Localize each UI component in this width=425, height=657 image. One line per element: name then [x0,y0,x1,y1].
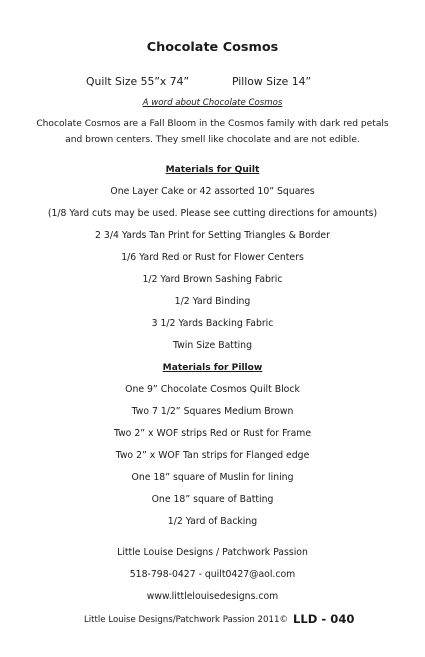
page-title: Chocolate Cosmos [146,40,279,55]
pillow-material-item: Two 2” x WOF Tan strips for Flanged edge [115,450,310,461]
quilt-material-item: (1/8 Yard cuts may be used. Please see cutting directions for amounts) [47,208,378,219]
quilt-material-item: One Layer Cake or 42 assorted 10” Squares [110,186,315,197]
quilt-material-item: 1/2 Yard Binding [174,296,251,307]
pillow-size: Pillow Size 14” [232,75,312,88]
quilt-material-item: 1/6 Yard Red or Rust for Flower Centers [121,252,304,263]
pillow-material-item: One 9” Chocolate Cosmos Quilt Block [125,384,300,395]
quilt-material-item: 3 1/2 Yards Backing Fabric [151,318,274,329]
materials-quilt-heading: Materials for Quilt [165,165,260,175]
pillow-material-item: 1/2 Yard of Backing [167,516,258,527]
word-about-heading: A word about Chocolate Cosmos [142,98,283,108]
footer-copyright: Little Louise Designs/Patchwork Passion 2011© [84,615,289,625]
contact-phone-email: 518-798-0427 - quilt0427@aol.com [129,569,296,580]
quilt-size: Quilt Size 55”x 74” [86,75,190,88]
pillow-material-item: One 18” square of Muslin for lining [131,472,294,483]
quilt-material-item: 1/2 Yard Brown Sashing Fabric [142,274,283,285]
pillow-material-item: One 18” square of Batting [151,494,274,505]
quilt-material-item: 2 3/4 Yards Tan Print for Setting Triangles & Border [95,230,330,241]
description-line-2: and brown centers. They smell like chocolate and are not edible. [65,135,360,145]
quilt-material-item: Twin Size Batting [173,340,252,351]
pillow-material-item: Two 7 1/2” Squares Medium Brown [131,406,294,417]
materials-pillow-heading: Materials for Pillow [162,363,263,373]
pattern-code: LLD - 040 [293,612,355,626]
description-line-1: Chocolate Cosmos are a Fall Bloom in the Cosmos family with dark red petals [36,119,389,129]
contact-company: Little Louise Designs / Patchwork Passion [117,547,308,558]
pillow-material-item: Two 2” x WOF strips Red or Rust for Frame [113,428,312,439]
contact-website: www.littlelouisedesigns.com [146,591,279,602]
